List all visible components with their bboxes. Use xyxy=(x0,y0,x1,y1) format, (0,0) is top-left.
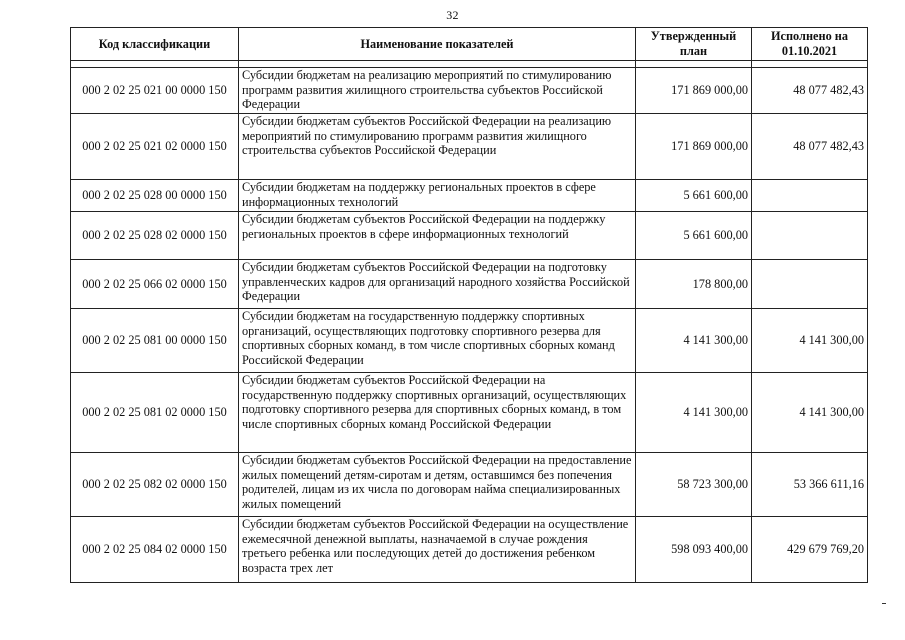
done-cell: 429 679 769,20 xyxy=(752,517,868,583)
budget-table xyxy=(70,27,868,583)
code-cell: 000 2 02 25 028 00 0000 150 xyxy=(71,180,239,212)
done-cell xyxy=(752,180,868,212)
code-cell: 000 2 02 25 081 00 0000 150 xyxy=(71,309,239,373)
code-cell: 000 2 02 25 021 02 0000 150 xyxy=(71,114,239,180)
table-row xyxy=(71,453,868,517)
plan-cell: 58 723 300,00 xyxy=(636,453,752,517)
table-row xyxy=(71,180,868,212)
table-row xyxy=(71,373,868,453)
name-cell: Субсидии бюджетам субъектов Российской Федерации на осуществление ежемесячной денежной выплаты, назначаемой в случае рождения третьего ребенка или последующих детей до достижения ребенком возраста трех лет xyxy=(239,517,636,583)
plan-cell: 171 869 000,00 xyxy=(636,114,752,180)
plan-cell: 4 141 300,00 xyxy=(636,373,752,453)
spacer-cell xyxy=(239,61,636,68)
spacer-row xyxy=(71,61,868,68)
code-cell: 000 2 02 25 082 02 0000 150 xyxy=(71,453,239,517)
table-row xyxy=(71,212,868,260)
code-cell: 000 2 02 25 066 02 0000 150 xyxy=(71,260,239,309)
table-row xyxy=(71,68,868,114)
done-cell: 48 077 482,43 xyxy=(752,68,868,114)
plan-cell: 171 869 000,00 xyxy=(636,68,752,114)
spacer-cell xyxy=(636,61,752,68)
page-number: 32 xyxy=(446,8,459,22)
done-cell xyxy=(752,212,868,260)
plan-cell: 5 661 600,00 xyxy=(636,180,752,212)
table-header-row xyxy=(71,28,868,61)
code-cell: 000 2 02 25 021 00 0000 150 xyxy=(71,68,239,114)
header-plan: Утвержденный план xyxy=(636,28,752,61)
plan-cell: 5 661 600,00 xyxy=(636,212,752,260)
plan-cell: 4 141 300,00 xyxy=(636,309,752,373)
name-cell: Субсидии бюджетам субъектов Российской Федерации на предоставление жилых помещений детям-сиротам и детям, оставшимся без попечения родителей, лицам из их числа по договорам найма специализированных жилых помещений xyxy=(239,453,636,517)
done-cell xyxy=(752,260,868,309)
code-cell: 000 2 02 25 081 02 0000 150 xyxy=(71,373,239,453)
table-row xyxy=(71,309,868,373)
done-cell: 4 141 300,00 xyxy=(752,309,868,373)
table-row xyxy=(71,260,868,309)
plan-cell: 598 093 400,00 xyxy=(636,517,752,583)
scan-mark xyxy=(882,603,886,604)
header-code: Код классификации xyxy=(71,28,239,61)
name-cell: Субсидии бюджетам субъектов Российской Федерации на государственную поддержку спортивных организаций, осуществляющих подготовку спортивного резерва для спортивных сборных команд, в том числе спортивных сборных команд Российской Федерации xyxy=(239,373,636,453)
name-cell: Субсидии бюджетам на реализацию мероприятий по стимулированию программ развития жилищного строительства субъектов Российской Федерации xyxy=(239,68,636,114)
name-cell: Субсидии бюджетам субъектов Российской Федерации на реализацию мероприятий по стимулированию программ развития жилищного строительства субъектов Российской Федерации xyxy=(239,114,636,180)
name-cell: Субсидии бюджетам субъектов Российской Федерации на поддержку региональных проектов в сфере информационных технологий xyxy=(239,212,636,260)
header-name: Наименование показателей xyxy=(239,28,636,61)
plan-cell: 178 800,00 xyxy=(636,260,752,309)
name-cell: Субсидии бюджетам на поддержку региональных проектов в сфере информационных технологий xyxy=(239,180,636,212)
header-done: Исполнено на 01.10.2021 xyxy=(752,28,868,61)
done-cell: 53 366 611,16 xyxy=(752,453,868,517)
name-cell: Субсидии бюджетам субъектов Российской Федерации на подготовку управленческих кадров для организаций народного хозяйства Российской Федерации xyxy=(239,260,636,309)
spacer-cell xyxy=(752,61,868,68)
code-cell: 000 2 02 25 028 02 0000 150 xyxy=(71,212,239,260)
done-cell: 4 141 300,00 xyxy=(752,373,868,453)
spacer-cell xyxy=(71,61,239,68)
table-row xyxy=(71,114,868,180)
table-row xyxy=(71,517,868,583)
done-cell: 48 077 482,43 xyxy=(752,114,868,180)
name-cell: Субсидии бюджетам на государственную поддержку спортивных организаций, осуществляющих подготовку спортивного резерва для спортивных сборных команд, в том числе спортивных сборных команд Российской Федерации xyxy=(239,309,636,373)
code-cell: 000 2 02 25 084 02 0000 150 xyxy=(71,517,239,583)
